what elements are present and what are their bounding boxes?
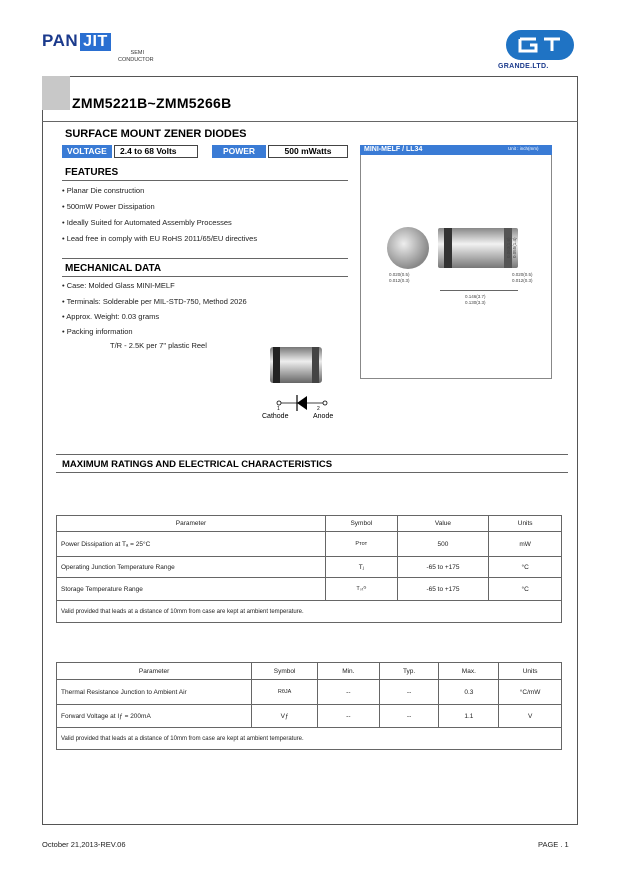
subtitle: SURFACE MOUNT ZENER DIODES — [65, 128, 247, 140]
features-heading: FEATURES — [65, 167, 119, 178]
table2-cell: Vƒ — [252, 705, 318, 727]
mechanical-top-divider — [62, 258, 348, 259]
dim-length-2: 0.130(3.3) — [465, 300, 486, 305]
table1-cell: Operating Junction Temperature Range — [57, 557, 326, 577]
title-divider — [42, 121, 578, 122]
table1-header: Symbol — [326, 516, 398, 531]
dim-length-1: 0.146(3.7) — [465, 294, 486, 299]
table2-cell: -- — [318, 705, 380, 727]
table2-header: Parameter — [57, 663, 252, 679]
table2-note: Valid provided that leads at a distance of 10mm from case are kept at ambient temperature. — [61, 735, 304, 742]
voltage-label: VOLTAGE — [62, 145, 112, 158]
pin-2-label: 2 — [317, 406, 320, 412]
table-row — [56, 680, 562, 705]
feature-item: • Planar Die construction — [62, 186, 144, 195]
table2-cell: 0.3 — [439, 680, 499, 704]
table1-cell: Tⱼ — [326, 557, 398, 577]
package-label: MINI-MELF / LL34 — [360, 145, 552, 155]
table2-cell: RθJA — [252, 680, 318, 704]
power-label: POWER — [212, 145, 266, 158]
table1-cell: Power Dissipation at Tₐ = 25°C — [57, 532, 326, 556]
brand-main: PAN — [42, 31, 79, 50]
mechanical-heading: MECHANICAL DATA — [65, 263, 162, 274]
dim-left-1: 0.020(0.5) — [389, 272, 410, 277]
table1-cell: Tₛₜᴳ — [326, 578, 398, 600]
feature-item: • Ideally Suited for Automated Assembly Processes — [62, 218, 232, 227]
table2-cell: -- — [380, 705, 440, 727]
table1-cell: -65 to +175 — [398, 578, 490, 600]
mechanical-item: • Approx. Weight: 0.03 grams — [62, 312, 159, 321]
features-divider — [62, 180, 348, 181]
table2-cell: Forward Voltage at Iƒ = 200mA — [57, 705, 252, 727]
table1-header-row — [56, 515, 562, 532]
table2-cell: 1.1 — [439, 705, 499, 727]
brand-sub — [118, 50, 154, 64]
table-row — [56, 705, 562, 728]
table1-cell: Storage Temperature Range — [57, 578, 326, 600]
package-end-view-icon — [385, 225, 431, 276]
table2-header: Units — [522, 667, 538, 675]
dim-diameter-1: 0.063(1.6) — [506, 237, 511, 258]
feature-item: • 500mW Power Dissipation — [62, 202, 155, 211]
package-unit: Unit : inch(mm) — [508, 146, 539, 151]
table1-cell: 500 — [398, 532, 490, 556]
table1-header: Parameter — [57, 516, 326, 531]
table2-header-row — [56, 662, 562, 680]
footer-date: October 21,2013-REV.06 — [42, 840, 126, 849]
table1-note-row — [56, 601, 562, 623]
table2-cell: Thermal Resistance Junction to Ambient Air — [57, 680, 252, 704]
company-name: GRANDE.LTD. — [498, 63, 549, 70]
mechanical-item: • Packing information — [62, 327, 133, 336]
dim-diameter-2: 0.055(1.4) — [512, 237, 517, 258]
power-value: 500 mWatts — [268, 145, 348, 158]
table2-header: Max. — [439, 663, 499, 679]
grande-logo-icon — [506, 30, 574, 60]
table1-header: Units — [517, 520, 533, 527]
dim-length-line — [440, 290, 518, 291]
dim-left-2: 0.012(0.3) — [389, 278, 410, 283]
mechanical-divider — [62, 276, 348, 277]
mechanical-item: • Case: Molded Glass MINI-MELF — [62, 281, 175, 290]
table1-cell: Pᴛᴏᴛ — [326, 532, 398, 556]
table1-note: Valid provided that leads at a distance of 10mm from case are kept at ambient temperature. — [61, 608, 304, 615]
table-row — [56, 557, 562, 578]
mechanical-item: • Terminals: Solderable per MIL-STD-750, Method 2026 — [62, 297, 247, 306]
brand-sub-1: SEMI — [130, 50, 144, 56]
table2-cell: °C/mW — [519, 688, 541, 696]
brand-sub-2: CONDUCTOR — [118, 57, 154, 63]
page-title: ZMM5221B~ZMM5266B — [72, 95, 232, 111]
table-row — [56, 532, 562, 557]
table2-cell: V — [527, 712, 533, 720]
table2-cell: -- — [318, 680, 380, 704]
table2-note-row — [56, 728, 562, 750]
table2-header: Min. — [318, 663, 380, 679]
table1-cell: -65 to +175 — [398, 557, 490, 577]
dim-right-2: 0.012(0.3) — [512, 278, 533, 283]
ratings-divider — [56, 472, 568, 473]
table2-header: Typ. — [380, 663, 440, 679]
table2-cell: -- — [380, 680, 440, 704]
panjit-logo — [42, 31, 111, 51]
ratings-top-divider — [56, 454, 568, 455]
table2-header: Symbol — [252, 663, 318, 679]
table-row — [56, 578, 562, 601]
anode-label: Anode — [313, 413, 334, 420]
dim-right-1: 0.020(0.5) — [512, 272, 533, 277]
packing-info: T/R - 2.5K per 7" plastic Reel — [110, 341, 207, 350]
cathode-label: Cathode — [262, 413, 289, 420]
feature-item: • Lead free in comply with EU RoHS 2011/65/EU directives — [62, 234, 257, 243]
pin-1-label: 1 — [277, 406, 280, 412]
diode-body-icon — [270, 345, 322, 390]
title-tab — [42, 76, 70, 110]
table1-cell: °C — [521, 585, 529, 593]
table1-cell: °C — [521, 563, 529, 571]
table1-cell: mW — [519, 540, 531, 548]
voltage-value: 2.4 to 68 Volts — [114, 145, 198, 158]
footer-page: PAGE . 1 — [538, 840, 569, 849]
brand-jit: JIT — [80, 33, 111, 51]
ratings-heading: MAXIMUM RATINGS AND ELECTRICAL CHARACTERISTICS — [62, 459, 333, 470]
table1-header: Value — [398, 516, 490, 531]
